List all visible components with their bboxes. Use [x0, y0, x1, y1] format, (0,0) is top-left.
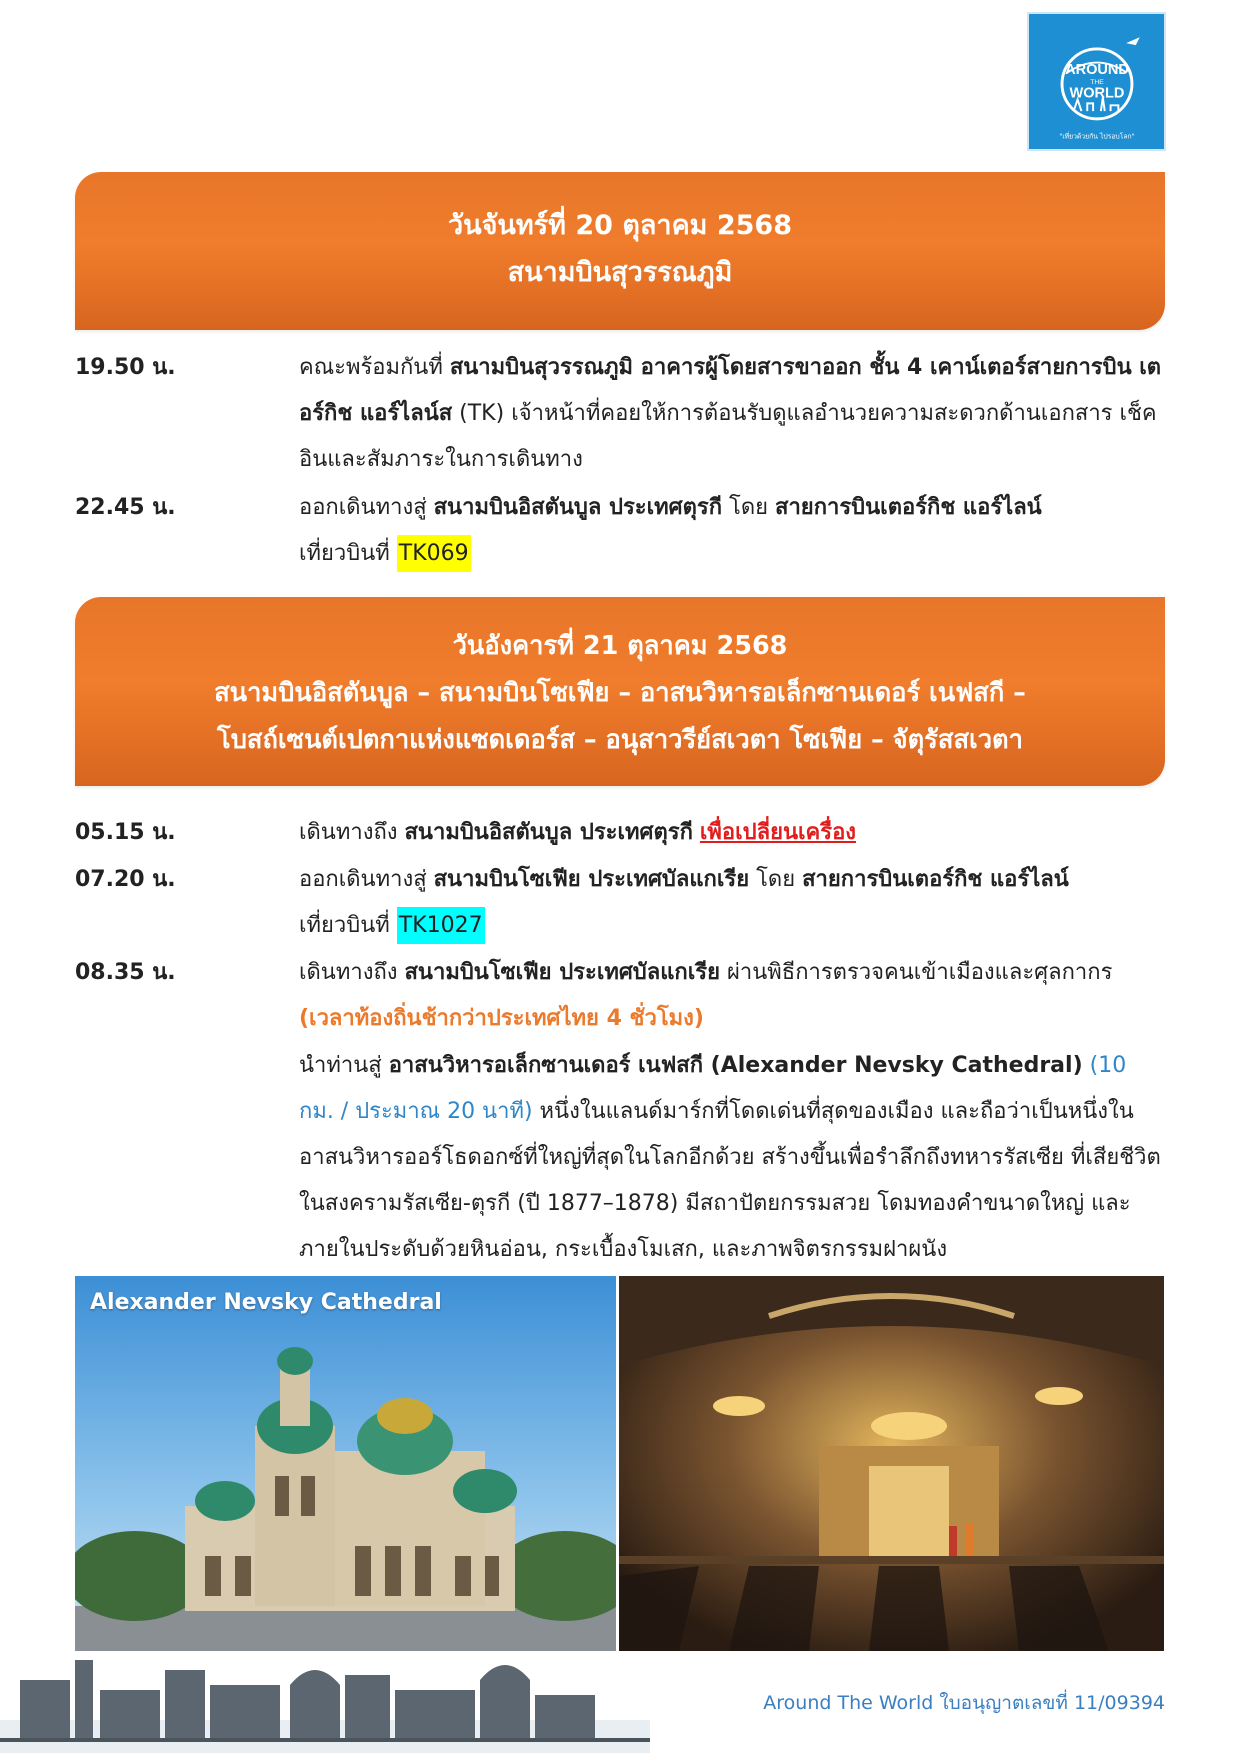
photo-caption: Alexander Nevsky Cathedral — [90, 1290, 442, 1315]
logo-line1: AROUND — [1065, 62, 1129, 79]
desc-text: ออกเดินทางสู่ — [299, 867, 434, 892]
transfer-note: เพื่อเปลี่ยนเครื่อง — [699, 820, 857, 845]
distance-note: (10 กม. / ประมาณ 20 นาที) — [299, 1053, 1127, 1124]
cathedral-exterior-photo — [75, 1276, 616, 1651]
photo-row — [75, 1276, 1164, 1651]
cathedral-interior-photo — [619, 1276, 1164, 1651]
day2-subtitle-line1: สนามบินอิสตันบูล – สนามบินโซเฟีย – อาสนวิหารอเล็กซานเดอร์ เนฟสกี – — [214, 678, 1026, 708]
day1-title: วันจันทร์ที่ 20 ตุลาคม 2568 — [447, 210, 792, 241]
day2-title: วันอังคารที่ 21 ตุลาคม 2568 — [452, 631, 788, 661]
item-description — [299, 857, 1165, 949]
desc-text: เดินทางถึง — [299, 820, 405, 845]
item-description — [299, 485, 1165, 577]
desc-bold: สนามบินอิสตันบูล ประเทศตุรกี — [433, 495, 723, 520]
visit-description — [299, 1043, 1165, 1273]
time-label: 07.20 น. — [75, 867, 176, 892]
desc-bold: สนามบินโซเฟีย ประเทศบัลแกเรีย — [404, 960, 720, 985]
desc-text: เที่ยวบินที่ — [299, 913, 397, 938]
timezone-note: (เวลาท้องถิ่นช้ากว่าประเทศไทย 4 ชั่วโมง) — [299, 1006, 704, 1031]
desc-text: หนึ่งในแลนด์มาร์กที่โดดเด่นที่สุดของเมือง และถือว่าเป็นหนึ่งในอาสนวิหารออร์โธดอกซ์ที่ใหญ่ที่สุดในโลกอีกด้วย สร้างขึ้นเพื่อรำลึกถึงทหารรัสเซีย ที่เสียชีวิตในสงครามรัสเซีย-ตุรกี (ปี 1877–1878) มีสถาปัตยกรรมสวย โดมทองคำขนาดใหญ่ และภายในประดับด้วยหินอ่อน, กระเบื้องโมเสก, และภาพจิตรกรรมฝาผนัง — [299, 1099, 1161, 1262]
time-label: 08.35 น. — [75, 960, 176, 985]
time-label: 05.15 น. — [75, 820, 176, 845]
day1-banner — [75, 172, 1165, 330]
desc-text: เดินทางถึง — [299, 960, 405, 985]
desc-text: โดย — [722, 495, 776, 520]
desc-text: (TK) เจ้าหน้าที่คอยให้การต้อนรับดูแลอำนวยความสะดวกด้านเอกสาร เช็คอินและสัมภาระในการเดินทาง — [299, 401, 1157, 472]
desc-bold: สายการบินเตอร์กิช แอร์ไลน์ — [775, 495, 1042, 520]
day2-banner — [75, 597, 1165, 786]
item-description — [299, 810, 1165, 856]
day1-subtitle: สนามบินสุวรรณภูมิ — [507, 257, 733, 288]
time-label: 19.50 น. — [75, 355, 176, 380]
desc-text: โดย — [749, 867, 803, 892]
company-logo — [1027, 12, 1166, 151]
desc-bold: อาสนวิหารอเล็กซานเดอร์ เนฟสกี (Alexander Nevsky Cathedral) — [388, 1053, 1083, 1078]
desc-text: คณะพร้อมกันที่ — [299, 355, 450, 380]
desc-text — [693, 820, 700, 845]
desc-bold: สายการบินเตอร์กิช แอร์ไลน์ — [802, 867, 1069, 892]
desc-text: ผ่านพิธีการตรวจคนเข้าเมืองและศุลกากร — [719, 960, 1113, 985]
time-label: 22.45 น. — [75, 495, 176, 520]
flight-number: TK1027 — [397, 907, 485, 944]
desc-text: นำท่านสู่ — [299, 1053, 389, 1078]
logo-line2: THE — [1090, 78, 1104, 86]
day2-subtitle-line2: โบสถ์เซนต์เปตกาแห่งแซดเดอร์ส – อนุสาวรีย์สเวตา โซเฟีย – จัตุรัสสเวตา — [217, 725, 1023, 755]
item-description — [299, 950, 1165, 1042]
item-description — [299, 345, 1165, 483]
logo-tagline: "เที่ยวด้วยกัน ไปรอบโลก" — [1059, 132, 1135, 141]
skyline-decoration — [0, 1640, 650, 1753]
desc-bold: สนามบินอิสตันบูล ประเทศตุรกี — [404, 820, 693, 845]
desc-bold: สนามบินโซเฟีย ประเทศบัลแกเรีย — [433, 867, 750, 892]
flight-number: TK069 — [397, 535, 471, 572]
logo-line3: WORLD — [1069, 85, 1125, 102]
desc-bold: สนามบินสุวรรณภูมิ อาคารผู้โดยสารขาออก ชั้น 4 เคาน์เตอร์สายการบิน เตอร์กิช แอร์ไลน์ส — [299, 355, 1162, 426]
desc-text: เที่ยวบินที่ — [299, 541, 397, 566]
footer-license: Around The World ใบอนุญาตเลขที่ 11/09394 — [763, 1692, 1165, 1714]
desc-text: ออกเดินทางสู่ — [299, 495, 434, 520]
